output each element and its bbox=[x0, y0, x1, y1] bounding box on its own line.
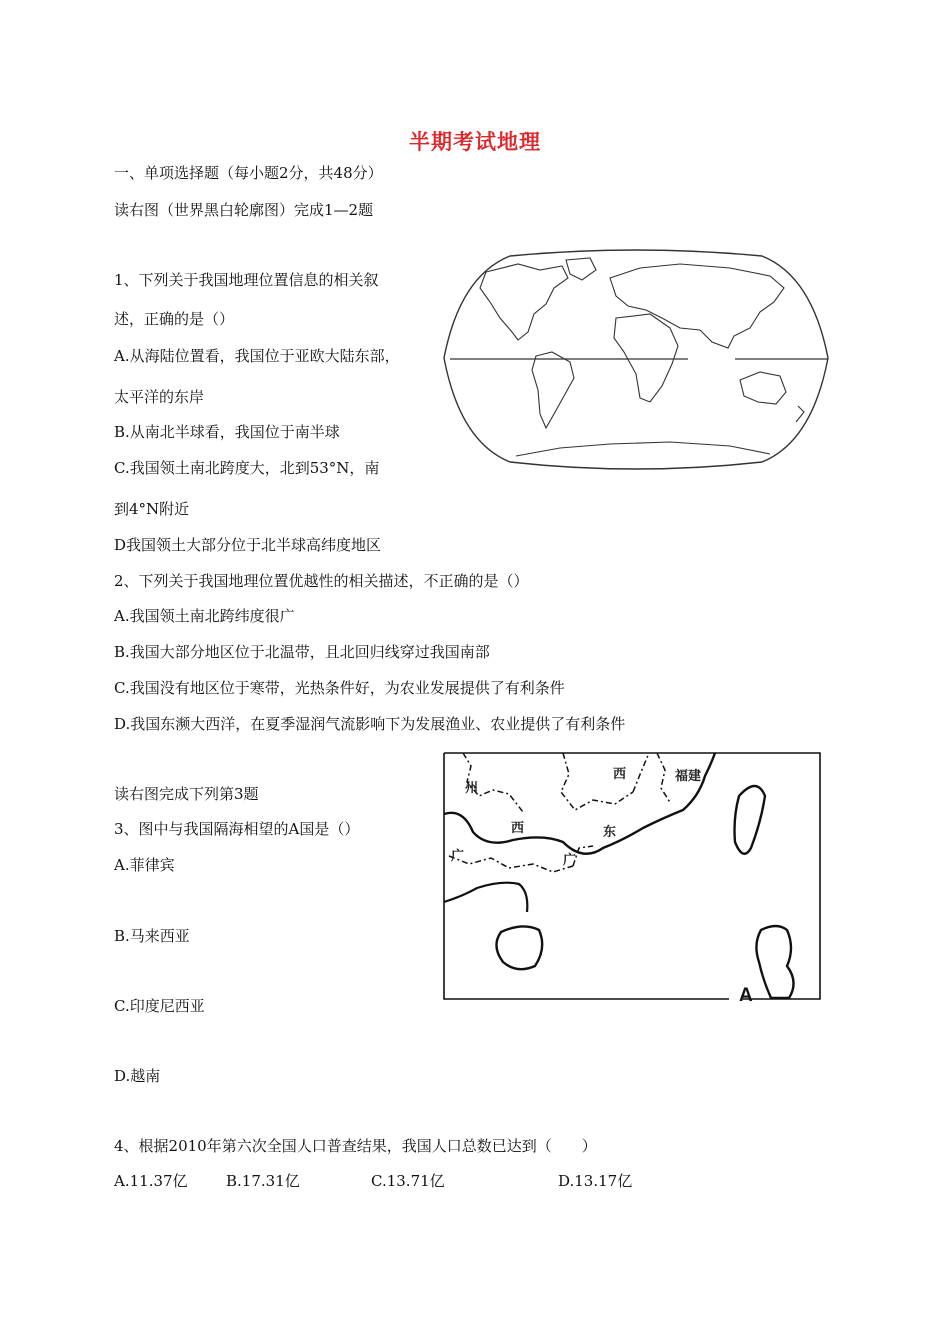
q4-option-a: A.11.37亿 bbox=[114, 1172, 188, 1190]
world-outline-map bbox=[440, 248, 832, 472]
q1-option-c: C.我国领土南北跨度大，北到53°N，南 bbox=[114, 459, 380, 477]
map-label-xi-top: 西 bbox=[613, 767, 627, 782]
q4-option-c: C.13.71亿 bbox=[371, 1172, 445, 1190]
q1-option-c-cont: 到4°N附近 bbox=[114, 500, 190, 518]
q2-option-a: A.我国领土南北跨纬度很广 bbox=[114, 607, 295, 625]
map-label-a: A bbox=[739, 985, 753, 1006]
map-label-guang-2: 广 bbox=[563, 853, 577, 868]
instruction-world-map: 读右图（世界黑白轮廓图）完成1—2题 bbox=[114, 201, 374, 219]
q2-option-d: D.我国东濒大西洋，在夏季湿润气流影响下为发展渔业、农业提供了有利条件 bbox=[114, 715, 626, 733]
section-heading: 一、单项选择题（每小题2分，共48分） bbox=[114, 164, 383, 182]
instruction-region-map: 读右图完成下列第3题 bbox=[114, 785, 259, 803]
q3-option-a: A.菲律宾 bbox=[114, 856, 175, 874]
map-label-zhou: 州 bbox=[465, 781, 479, 796]
q3-option-b: B.马来西亚 bbox=[114, 927, 190, 945]
map-label-dong: 东 bbox=[603, 825, 617, 840]
q4-stem: 4、根据2010年第六次全国人口普查结果，我国人口总数已达到（ ） bbox=[114, 1137, 597, 1155]
q1-option-a: A.从海陆位置看，我国位于亚欧大陆东部， bbox=[114, 347, 400, 365]
q3-option-c: C.印度尼西亚 bbox=[114, 997, 205, 1015]
q2-option-b: B.我国大部分地区位于北温带，且北回归线穿过我国南部 bbox=[114, 643, 490, 661]
q1-stem: 1、下列关于我国地理位置信息的相关叙 bbox=[114, 271, 379, 289]
q1-option-a-cont: 太平洋的东岸 bbox=[114, 388, 205, 406]
q4-option-b: B.17.31亿 bbox=[226, 1172, 300, 1190]
south-china-map bbox=[443, 752, 821, 1000]
q3-stem: 3、图中与我国隔海相望的A国是（） bbox=[114, 820, 360, 838]
map-label-guang-1: 广 bbox=[451, 849, 465, 864]
q1-option-b: B.从南北半球看，我国位于南半球 bbox=[114, 423, 340, 441]
page-title: 半期考试地理 bbox=[409, 130, 541, 154]
q1-option-d: D我国领土大部分位于北半球高纬度地区 bbox=[114, 536, 382, 554]
map-label-xi: 西 bbox=[511, 821, 525, 836]
map-label-fujian: 福建 bbox=[675, 769, 702, 784]
q1-stem-cont: 述，正确的是（） bbox=[114, 310, 235, 328]
q4-option-d: D.13.17亿 bbox=[558, 1172, 633, 1190]
q2-option-c: C.我国没有地区位于寒带，光热条件好，为农业发展提供了有利条件 bbox=[114, 679, 565, 697]
q2-stem: 2、下列关于我国地理位置优越性的相关描述，不正确的是（） bbox=[114, 572, 529, 590]
q3-option-d: D.越南 bbox=[114, 1067, 161, 1085]
